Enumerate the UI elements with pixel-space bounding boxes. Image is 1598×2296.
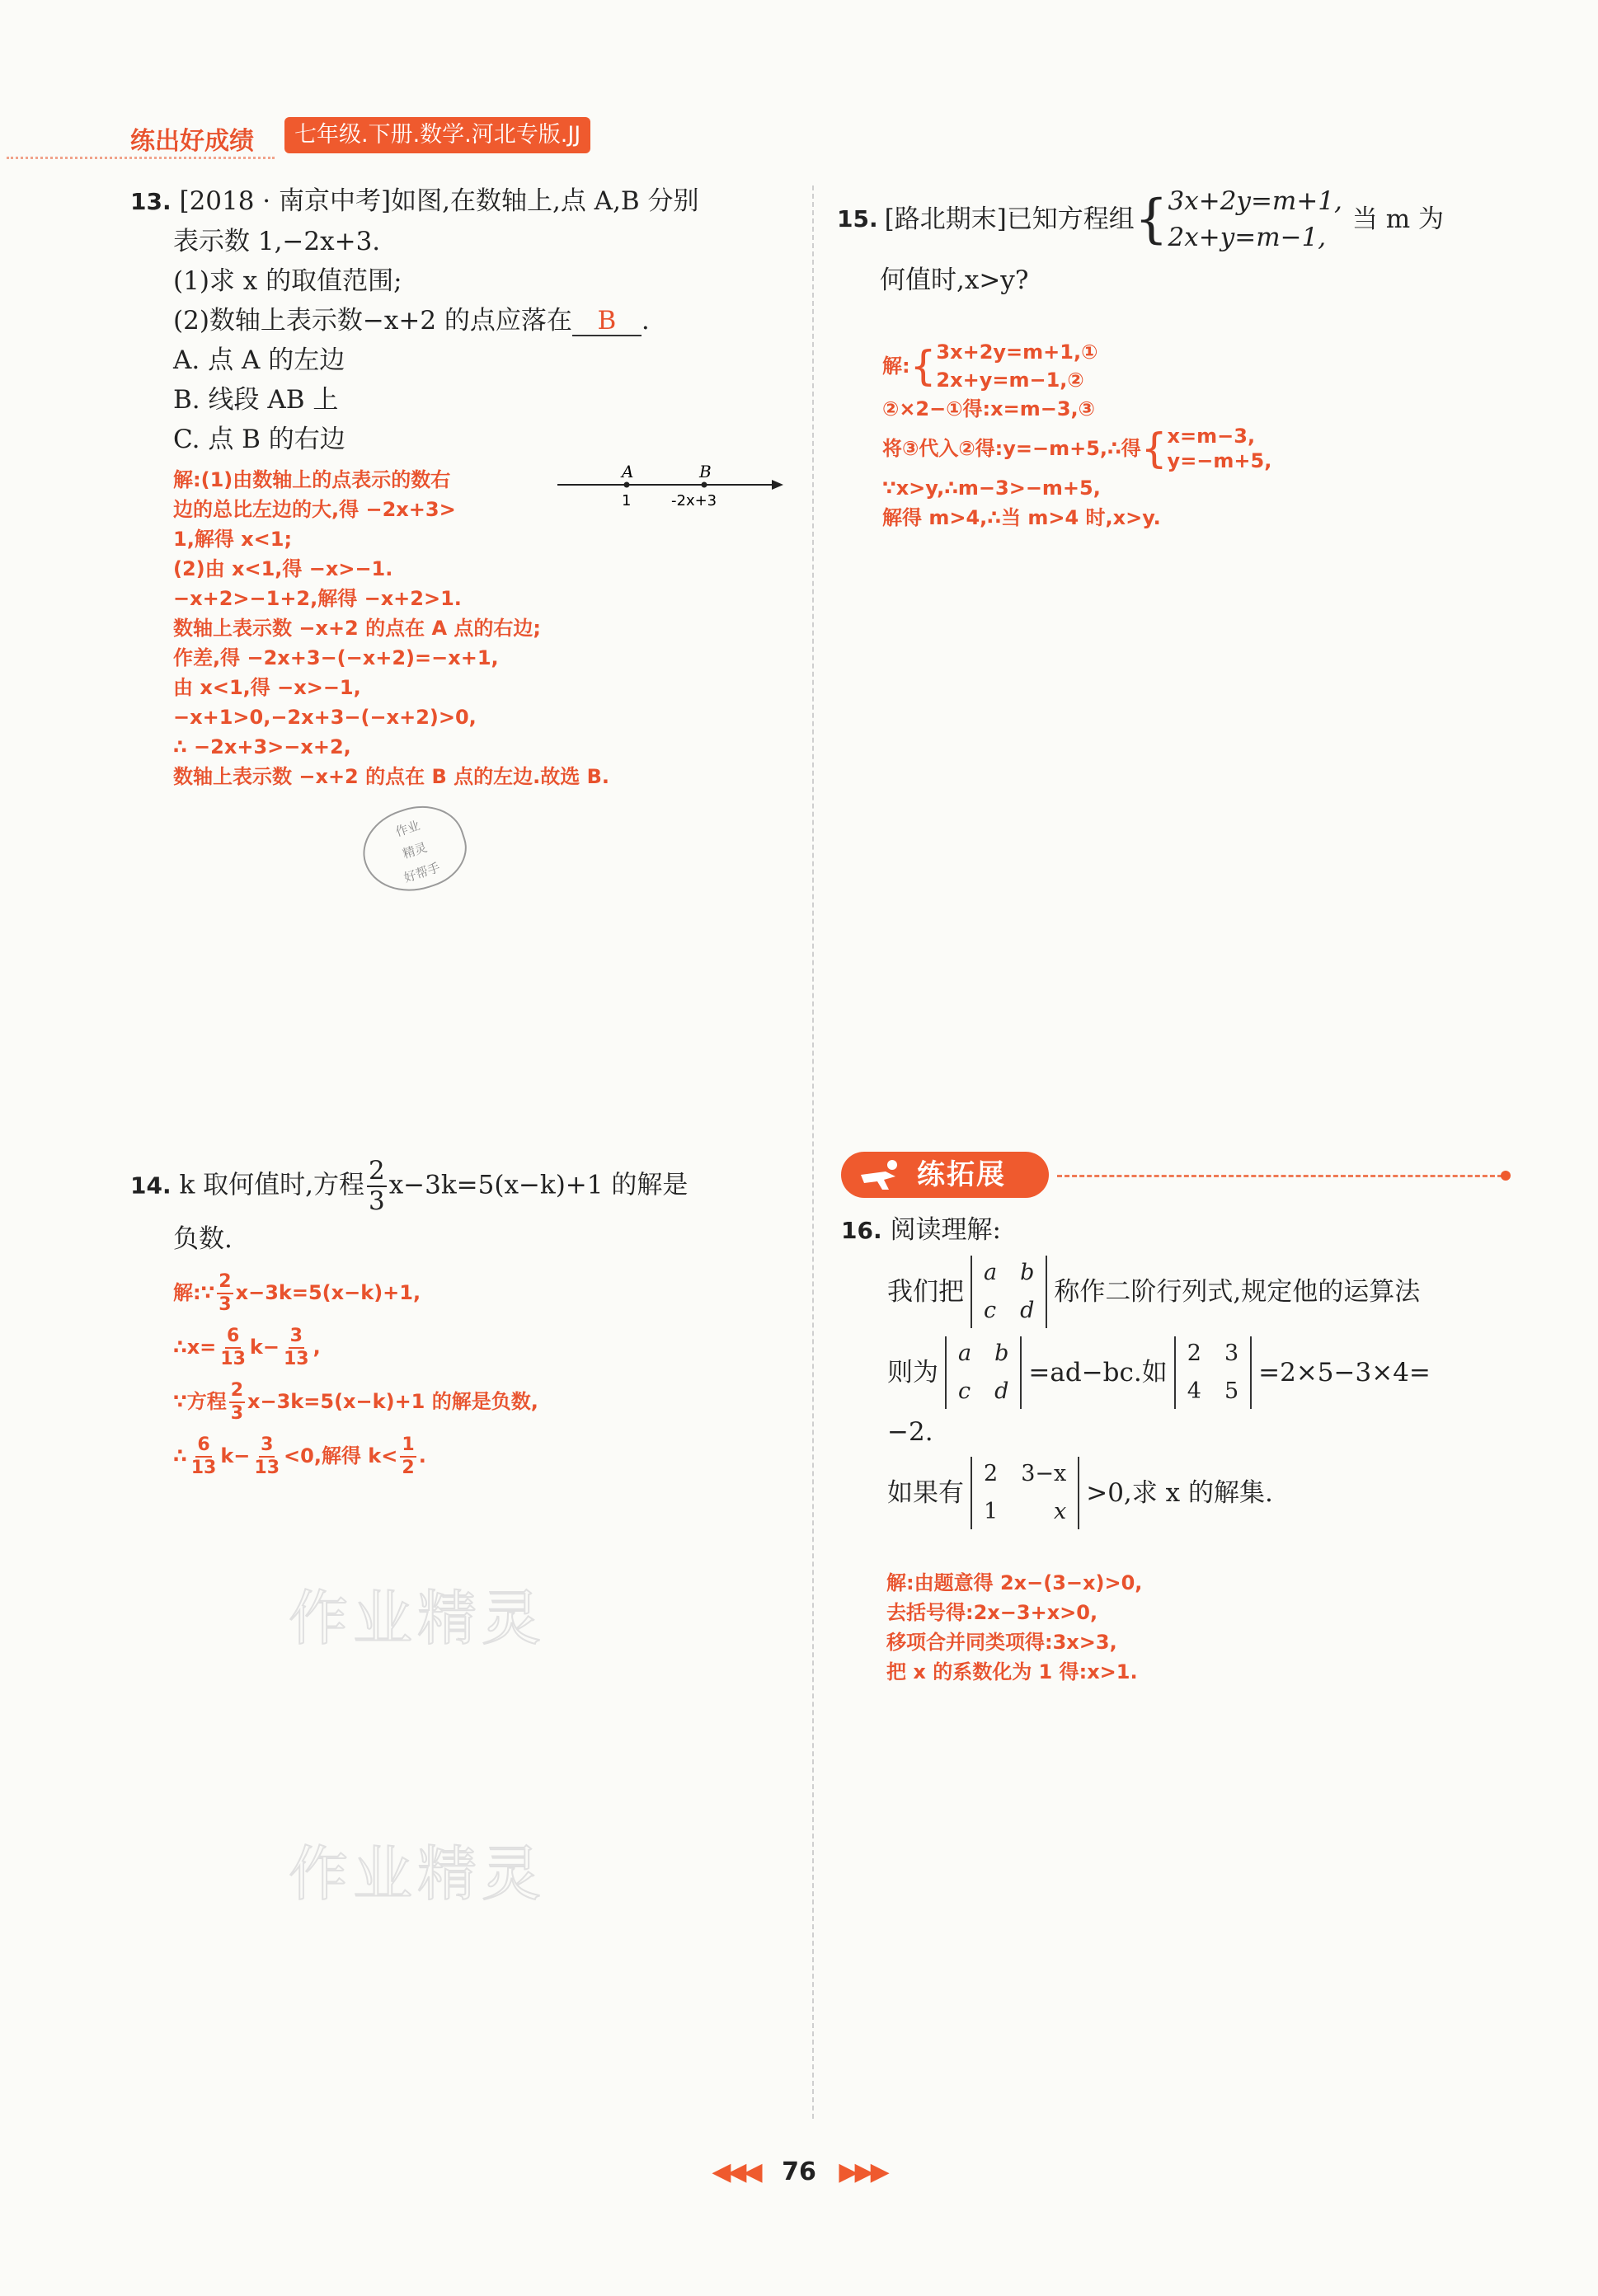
- det-cell: 2: [1187, 1341, 1201, 1366]
- frac-numerator: 2: [217, 1273, 233, 1294]
- q15-sol-r2: y=−m+5,: [1167, 449, 1272, 472]
- q14-stem-post: x−3k=5(x−k)+1 的解是: [388, 1170, 689, 1200]
- q15-sol-l3: 将③代入②得:y=−m+5,∴得: [882, 437, 1141, 460]
- det-cell: 1: [984, 1499, 999, 1524]
- q14-sol-fraction: [190, 1436, 219, 1477]
- frac-numerator: 3: [259, 1436, 275, 1458]
- section-rule: [1057, 1175, 1502, 1177]
- q15-source: [路北期末]: [884, 204, 1007, 234]
- det-cell: 4: [1187, 1378, 1201, 1404]
- frac-numerator: 2: [229, 1382, 245, 1403]
- q13-stem-b: 表示数 1,−2x+3.: [173, 227, 381, 256]
- determinant-x: [971, 1457, 1079, 1529]
- frac-denominator: 13: [220, 1349, 246, 1369]
- q14-sol-fraction: [252, 1436, 281, 1477]
- q14-sol3-pre: ∵方程: [173, 1390, 227, 1413]
- det-cell: d: [1020, 1298, 1035, 1323]
- question-15: [837, 183, 1563, 305]
- q15-sol-pre: 解:: [882, 354, 910, 378]
- determinant-abcd: [971, 1256, 1047, 1328]
- q13-number: 13.: [130, 188, 172, 215]
- q14-sol2-pre: ∴x=: [173, 1336, 217, 1359]
- q13-sol-line: ∴ −2x+3>−x+2,: [173, 735, 351, 758]
- q15-solution: [882, 338, 1591, 533]
- q14-sol-fraction: [229, 1382, 245, 1423]
- column-divider: [812, 185, 814, 2119]
- brand-title: 练出好成绩: [130, 127, 254, 156]
- page-number: 76: [782, 2157, 816, 2186]
- q13-sol-line: −x+2>−1+2,解得 −x+2>1.: [173, 587, 462, 610]
- page-header: [0, 107, 1598, 165]
- q16-l2-mid: =ad−bc.如: [1028, 1358, 1168, 1387]
- q14-stem-pre: k 取何值时,方程: [179, 1170, 364, 1200]
- q15-brace-icon: {: [1134, 189, 1168, 250]
- frac-numerator: 3: [289, 1327, 304, 1349]
- q16-l2-post: =2×5−3×4=: [1258, 1358, 1431, 1387]
- q16-l3: −2.: [887, 1417, 933, 1447]
- q15-system: [1168, 183, 1342, 256]
- det-cell: 5: [1224, 1378, 1239, 1404]
- q15-stem-line2: 何值时,x>y?: [880, 265, 1029, 295]
- q14-sol1-post: x−3k=5(x−k)+1,: [235, 1281, 421, 1304]
- question-13: [130, 181, 790, 459]
- q15-stem-pre: 已知方程组: [1006, 204, 1135, 234]
- frac-denominator: 2: [402, 1458, 415, 1478]
- q13-answer: B: [572, 307, 642, 336]
- q14-solution: [173, 1265, 800, 1483]
- q13-stem-a: 如图,在数轴上,点 A,B 分别: [391, 186, 699, 216]
- q13-sol-line: (2)由 x<1,得 −x>−1.: [173, 557, 393, 580]
- frac-numerator: 6: [195, 1436, 211, 1458]
- q13-sol-line: 边的总比左边的大,得 −2x+3>: [173, 498, 456, 521]
- q15-sol-line: ②×2−①得:x=m−3,③: [882, 397, 1095, 420]
- q16-title: 阅读理解:: [890, 1215, 1001, 1245]
- q15-sol-eq2: 2x+y=m−1,②: [936, 369, 1084, 392]
- q13-source: [2018 · 南京中考]: [179, 186, 392, 216]
- q13-part2-end: .: [641, 306, 650, 336]
- frac-numerator: 2: [368, 1156, 385, 1186]
- numberline-label-a: A: [622, 462, 634, 481]
- section-rule-dot: [1501, 1171, 1511, 1181]
- q15-number: 15.: [837, 205, 878, 232]
- question-16: [841, 1210, 1567, 1534]
- determinant-abcd: [945, 1336, 1022, 1409]
- runner-icon: [853, 1158, 910, 1193]
- q16-number: 16.: [841, 1217, 882, 1244]
- q16-l4-post: >0,求 x 的解集.: [1086, 1478, 1273, 1508]
- q16-l4-pre: 如果有: [887, 1478, 964, 1508]
- frac-denominator: 13: [284, 1349, 309, 1369]
- q16-sol-line: 移项合并同类项得:3x>3,: [886, 1631, 1117, 1654]
- determinant-example: [1174, 1336, 1252, 1409]
- q14-sol4-mid: k−: [220, 1444, 251, 1467]
- numberline-tick-a: 1: [622, 492, 632, 509]
- q13-sol-line: 数轴上表示数 −x+2 的点在 A 点的右边;: [173, 617, 541, 640]
- q14-fraction: [367, 1158, 387, 1214]
- q13-option-c: C. 点 B 的右边: [173, 425, 345, 454]
- q13-solution: [173, 465, 800, 791]
- q14-sol3-post: x−3k=5(x−k)+1 的解是负数,: [247, 1390, 538, 1413]
- q15-eq2: 2x+y=m−1,: [1168, 223, 1327, 252]
- q15-sol-brace-icon: {: [909, 342, 937, 390]
- q16-l2-pre: 则为: [887, 1358, 938, 1387]
- section-title: 练拓展: [917, 1158, 1006, 1191]
- q16-l1-post: 称作二阶行列式,规定他的运算法: [1054, 1277, 1421, 1307]
- prev-arrows-icon: ◀◀◀: [712, 2157, 759, 2186]
- q14-number: 14.: [130, 1171, 172, 1200]
- stamp-line2: 精灵: [401, 839, 430, 862]
- det-cell: 3: [1224, 1341, 1239, 1366]
- question-14: [130, 1158, 806, 1264]
- q14-sol2-mid: k−: [249, 1336, 280, 1359]
- q13-option-b: B. 线段 AB 上: [173, 385, 339, 415]
- q16-sol-line: 解:由题意得 2x−(3−x)>0,: [886, 1571, 1143, 1594]
- watermark: 作业精灵: [289, 1839, 547, 1909]
- q16-l1-pre: 我们把: [887, 1277, 964, 1307]
- q14-sol-fraction: [219, 1327, 247, 1369]
- q13-option-a: A. 点 A 的左边: [173, 345, 345, 375]
- frac-denominator: 3: [219, 1294, 232, 1315]
- det-cell: 2: [984, 1461, 999, 1486]
- q13-sol-line: 由 x<1,得 −x>−1,: [173, 676, 361, 699]
- q15-sol-eq1: 3x+2y=m+1,①: [936, 340, 1098, 364]
- stamp-line1: 作业: [393, 818, 422, 840]
- q15-eq1: 3x+2y=m+1,: [1168, 186, 1342, 216]
- q14-sol-fraction: [217, 1273, 233, 1314]
- q15-sol-line: ∵x>y,∴m−3>−m+5,: [882, 477, 1101, 500]
- det-cell: x: [1053, 1499, 1067, 1524]
- watermark: 作业精灵: [289, 1584, 547, 1653]
- numberline-label-b: B: [699, 462, 712, 481]
- q13-part2: (2)数轴上表示数−x+2 的点应落在: [173, 306, 572, 336]
- page-footer: [0, 2152, 1598, 2193]
- det-cell: d: [994, 1378, 1009, 1404]
- q14-sol2-post: ,: [313, 1336, 321, 1359]
- q15-sol-brace2-icon: {: [1140, 425, 1168, 472]
- q14-sol1-pre: 解:∵: [173, 1281, 215, 1304]
- stamp-seal: [353, 794, 477, 904]
- frac-numerator: 1: [400, 1436, 416, 1458]
- q13-sol-line: 1,解得 x<1;: [173, 528, 293, 551]
- q14-stem-line2: 负数.: [173, 1224, 233, 1254]
- q14-sol4-post: <0,解得 k<: [284, 1444, 398, 1467]
- det-cell: a: [958, 1341, 972, 1366]
- series-badge: 七年级.下册.数学.河北专版.JJ: [284, 117, 590, 153]
- frac-denominator: 13: [190, 1458, 217, 1478]
- q16-solution: [886, 1568, 1563, 1687]
- det-cell: a: [984, 1260, 998, 1285]
- det-cell: c: [984, 1298, 997, 1323]
- next-arrows-icon: ▶▶▶: [839, 2157, 886, 2186]
- q13-sol-line: −x+1>0,−2x+3−(−x+2)>0,: [173, 706, 477, 729]
- frac-denominator: 3: [368, 1186, 385, 1216]
- q16-sol-line: 把 x 的系数化为 1 得:x>1.: [886, 1660, 1138, 1683]
- det-cell: c: [958, 1378, 971, 1404]
- q14-sol-fraction: [400, 1436, 416, 1477]
- header-dotted-rule: [7, 157, 275, 159]
- q13-sol-line: 数轴上表示数 −x+2 的点在 B 点的左边.故选 B.: [173, 765, 609, 788]
- q16-sol-line: 去括号得:2x−3+x>0,: [886, 1601, 1098, 1624]
- q13-part1: (1)求 x 的取值范围;: [173, 266, 402, 296]
- det-cell: b: [994, 1341, 1009, 1366]
- q14-sol4-end: .: [418, 1444, 426, 1467]
- det-cell: 3−x: [1021, 1461, 1067, 1486]
- frac-denominator: 13: [254, 1458, 280, 1478]
- frac-denominator: 3: [230, 1403, 244, 1424]
- q15-sol-r1: x=m−3,: [1167, 425, 1256, 448]
- q14-sol4-pre: ∴: [173, 1444, 187, 1467]
- det-cell: b: [1020, 1260, 1035, 1285]
- numberline-tick-b: -2x+3: [671, 492, 717, 509]
- q15-stem-post: 当 m 为: [1351, 204, 1444, 234]
- q15-sol-line: 解得 m>4,∴当 m>4 时,x>y.: [882, 506, 1161, 529]
- q13-sol-line: 解:(1)由数轴上的点表示的数右: [173, 468, 451, 491]
- frac-numerator: 6: [225, 1327, 241, 1349]
- q13-sol-line: 作差,得 −2x+3−(−x+2)=−x+1,: [173, 646, 499, 669]
- q14-sol-fraction: [282, 1327, 311, 1369]
- section-header: [841, 1150, 1501, 1200]
- stamp-line3: 好帮手: [402, 860, 442, 886]
